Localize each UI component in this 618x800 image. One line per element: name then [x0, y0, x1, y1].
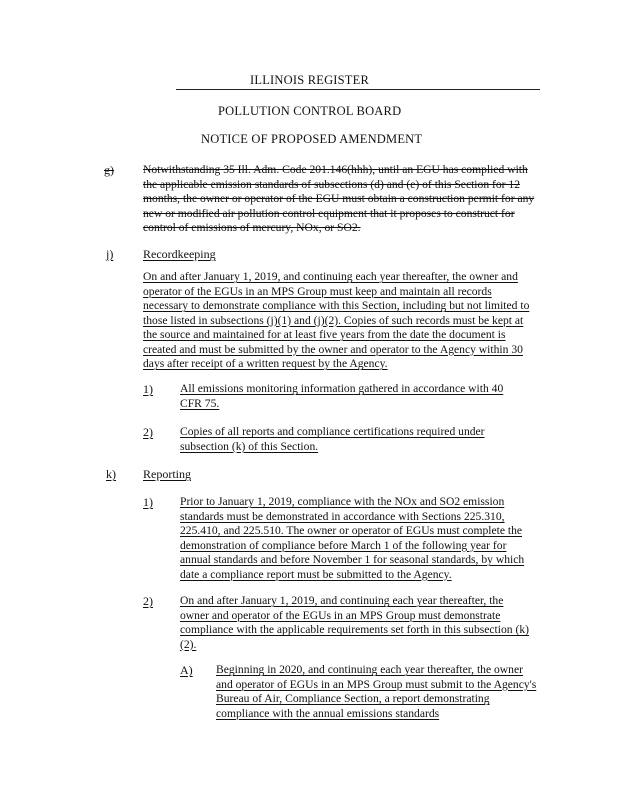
section-j-body: On and after January 1, 2019, and continuing each year thereafter, the owner and operator of the EGUs in an MPS Group must keep and maintain all records necessary to demonstrate compliance with this Section, including but not limited to those listed in subsections (j)(1) and (j)(2). Copies of such records must be kept at the source and maintained for at least five years from the date the document is created and must be submitted by the owner and operator to the Agency within 30 days after receipt of a written request by the Agency. [143, 270, 530, 370]
section-k-item-2-text: On and after January 1, 2019, and continuing each year thereafter, the owner and operator of the EGUs in an MPS Group must demonstrate compliance with the applicable requirements set forth in this subsection (k)(2). [180, 594, 530, 651]
header-rule [176, 89, 540, 90]
section-j-item-1-marker: 1) [143, 382, 153, 396]
section-k-heading: Reporting [143, 467, 191, 481]
section-j-marker: j) [106, 247, 114, 261]
section-g-text: Notwithstanding 35 Ill. Adm. Code 201.146(hhh), until an EGU has complied with the applicable emission standards of subsections (d) and (e) of this Section for 12 months, the owner or operator of the EGU must obtain a construction permit for any new or modified air pollution control equipment that it proposes to construct for control of emissions of mercury, NOx, or SO2. [143, 163, 535, 234]
register-title: ILLINOIS REGISTER [250, 73, 370, 87]
notice-title: NOTICE OF PROPOSED AMENDMENT [201, 132, 423, 146]
section-k-subitem-a-marker: A) [180, 663, 193, 677]
board-title: POLLUTION CONTROL BOARD [218, 104, 402, 118]
section-j-item-2-marker: 2) [143, 425, 153, 439]
section-k-item-1-text: Prior to January 1, 2019, compliance with the NOx and SO2 emission standards must be demonstrated in accordance with Sections 225.310, 225.410, and 225.510. The owner or operator of EGUs must complete the demonstration of compliance before March 1 of the following year for annual standards and before November 1 for seasonal standards, by which date a compliance report must be submitted to the Agency. [180, 495, 525, 581]
section-j-item-2-text: Copies of all reports and compliance certifications required under subsection (k) of this Section. [180, 425, 485, 453]
section-j-heading: Recordkeeping [143, 247, 216, 261]
section-j-item-1-text: All emissions monitoring information gathered in accordance with 40 CFR 75. [180, 382, 504, 410]
section-k-marker: k) [106, 467, 116, 481]
section-k-item-2-marker: 2) [143, 594, 153, 608]
section-g-marker: g) [104, 163, 114, 177]
section-k-item-1-marker: 1) [143, 495, 153, 509]
section-k-subitem-a-text: Beginning in 2020, and continuing each year thereafter, the owner and operator of EGUs in an MPS Group must submit to the Agency's Bureau of Air, Compliance Section, a report demonstrating compliance with the annual emissions standards [216, 663, 537, 720]
